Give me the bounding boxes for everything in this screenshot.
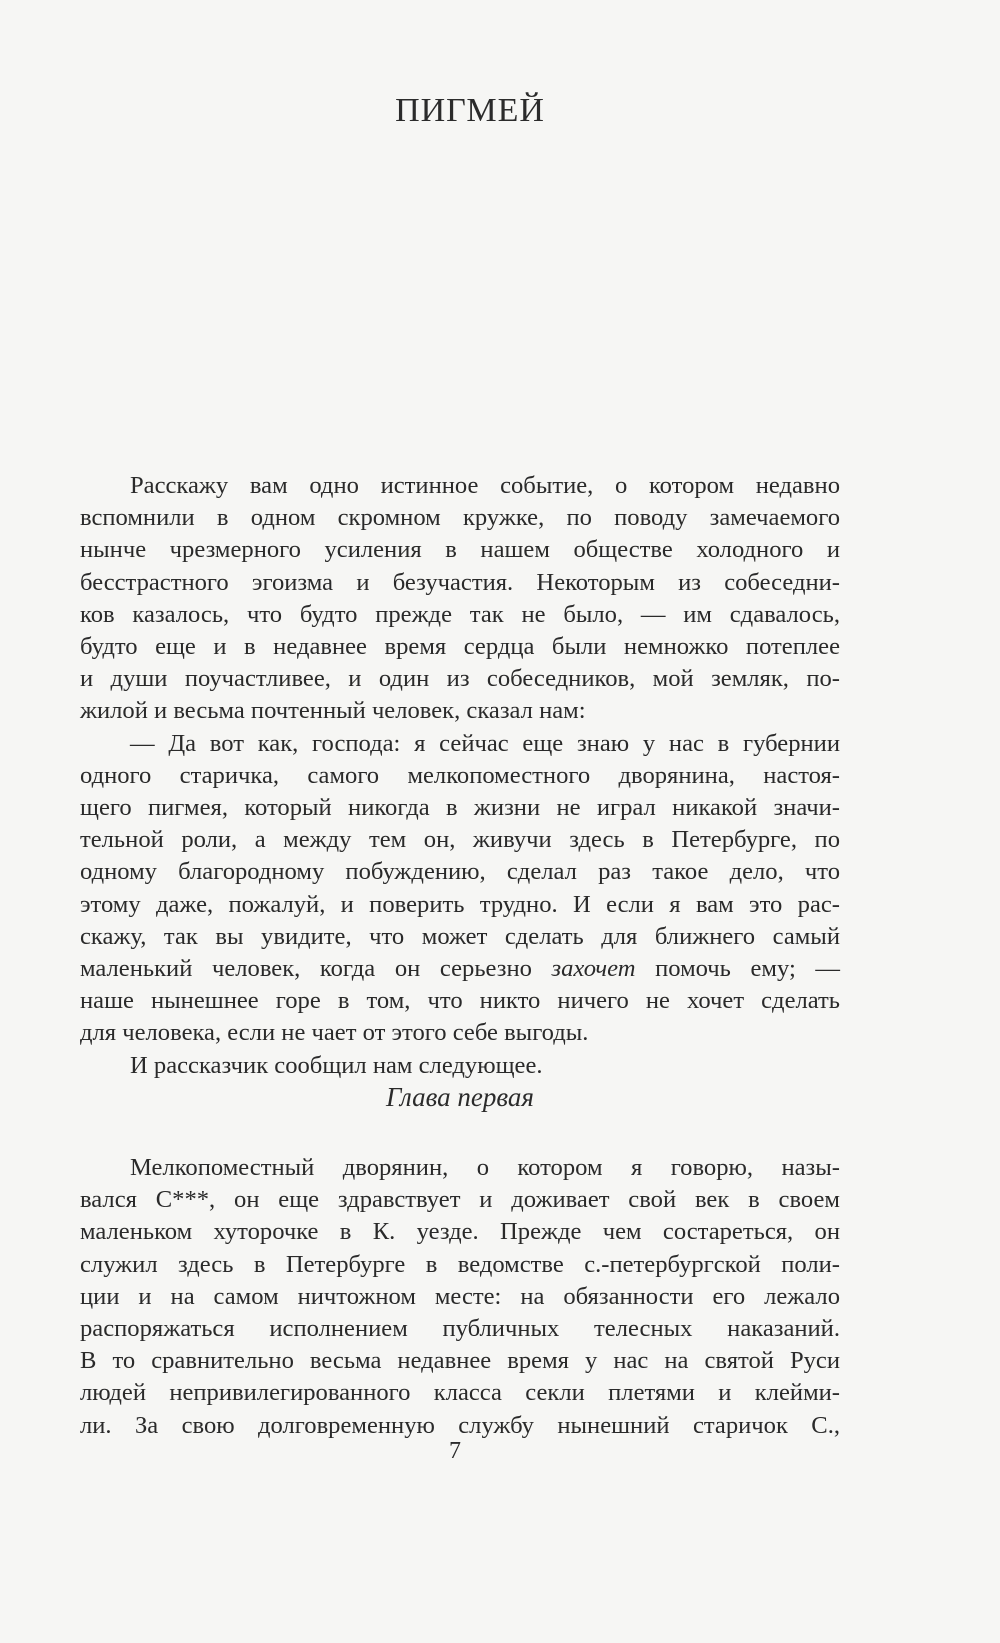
- text-line: щего пигмея, который никогда в жизни не играл никакой значи-: [80, 794, 840, 822]
- text-line-with-emphasis: [80, 953, 840, 985]
- text-line: тельной роли, а между тем он, живучи здесь в Петербурге, по: [80, 826, 840, 854]
- text-segment: маленький человек, когда он серьезно: [80, 955, 552, 983]
- text-line: бесстрастного эгоизма и безучастия. Некоторым из собеседни-: [80, 568, 840, 596]
- chapter-heading: Глава первая: [386, 1082, 534, 1112]
- text-line: скажу, так вы увидите, что может сделать для ближнего самый: [80, 922, 840, 950]
- text-line: и души поучастливее, и один из собеседников, мой земляк, по-: [80, 665, 840, 693]
- text-line: распоряжаться исполнением публичных телесных наказаний.: [80, 1315, 840, 1343]
- text-line: вался С***, он еще здравствует и доживает свой век в своем: [80, 1186, 840, 1214]
- text-line: И рассказчик сообщил нам следующее.: [130, 1051, 543, 1079]
- text-line: для человека, если не чает от этого себе выгоды.: [80, 1019, 589, 1047]
- text-segment: помочь ему; —: [635, 955, 840, 983]
- text-line: В то сравнительно весьма недавнее время у нас на святой Руси: [80, 1347, 840, 1375]
- text-line: будто еще и в недавнее время сердца были немножко потеплее: [80, 633, 840, 661]
- text-line: ли. За свою долговременную службу нынешний старичок С.,: [80, 1411, 840, 1439]
- text-line: наше нынешнее горе в том, что никто ничего не хочет сделать: [80, 987, 840, 1015]
- page-title: ПИГМЕЙ: [395, 92, 545, 129]
- text-line: одного старичка, самого мелкопоместного дворянина, настоя-: [80, 761, 840, 789]
- page-number: 7: [449, 1438, 461, 1464]
- text-line: вспомнили в одном скромном кружке, по поводу замечаемого: [80, 504, 840, 532]
- text-line: ков казалось, что будто прежде так не было, — им сдавалось,: [80, 600, 840, 628]
- text-line: служил здесь в Петербурге в ведомстве с.-петербургской поли-: [80, 1250, 840, 1278]
- text-line: одному благородному побуждению, сделал раз такое дело, что: [80, 858, 840, 886]
- chapter-text: [80, 1152, 840, 1442]
- intro-text: [80, 470, 840, 1082]
- text-line: Расскажу вам одно истинное событие, о котором недавно: [130, 472, 840, 499]
- text-line: нынче чрезмерного усиления в нашем обществе холодного и: [80, 536, 840, 564]
- text-line: людей непривилегированного класса секли плетями и клейми-: [80, 1379, 840, 1407]
- text-line: ции и на самом ничтожном месте: на обязанности его лежало: [80, 1282, 840, 1310]
- text-line: этому даже, пожалуй, и поверить трудно. И если я вам это рас-: [80, 890, 840, 918]
- text-line: маленьком хуторочке в К. уезде. Прежде чем состареться, он: [80, 1218, 840, 1246]
- text-line: — Да вот как, господа: я сейчас еще знаю у нас в губернии: [130, 729, 840, 757]
- text-line: Мелкопоместный дворянин, о котором я говорю, назы-: [130, 1154, 840, 1181]
- text-line: жилой и весьма почтенный человек, сказал нам:: [80, 697, 586, 725]
- emphasis-word: захочет: [551, 955, 636, 983]
